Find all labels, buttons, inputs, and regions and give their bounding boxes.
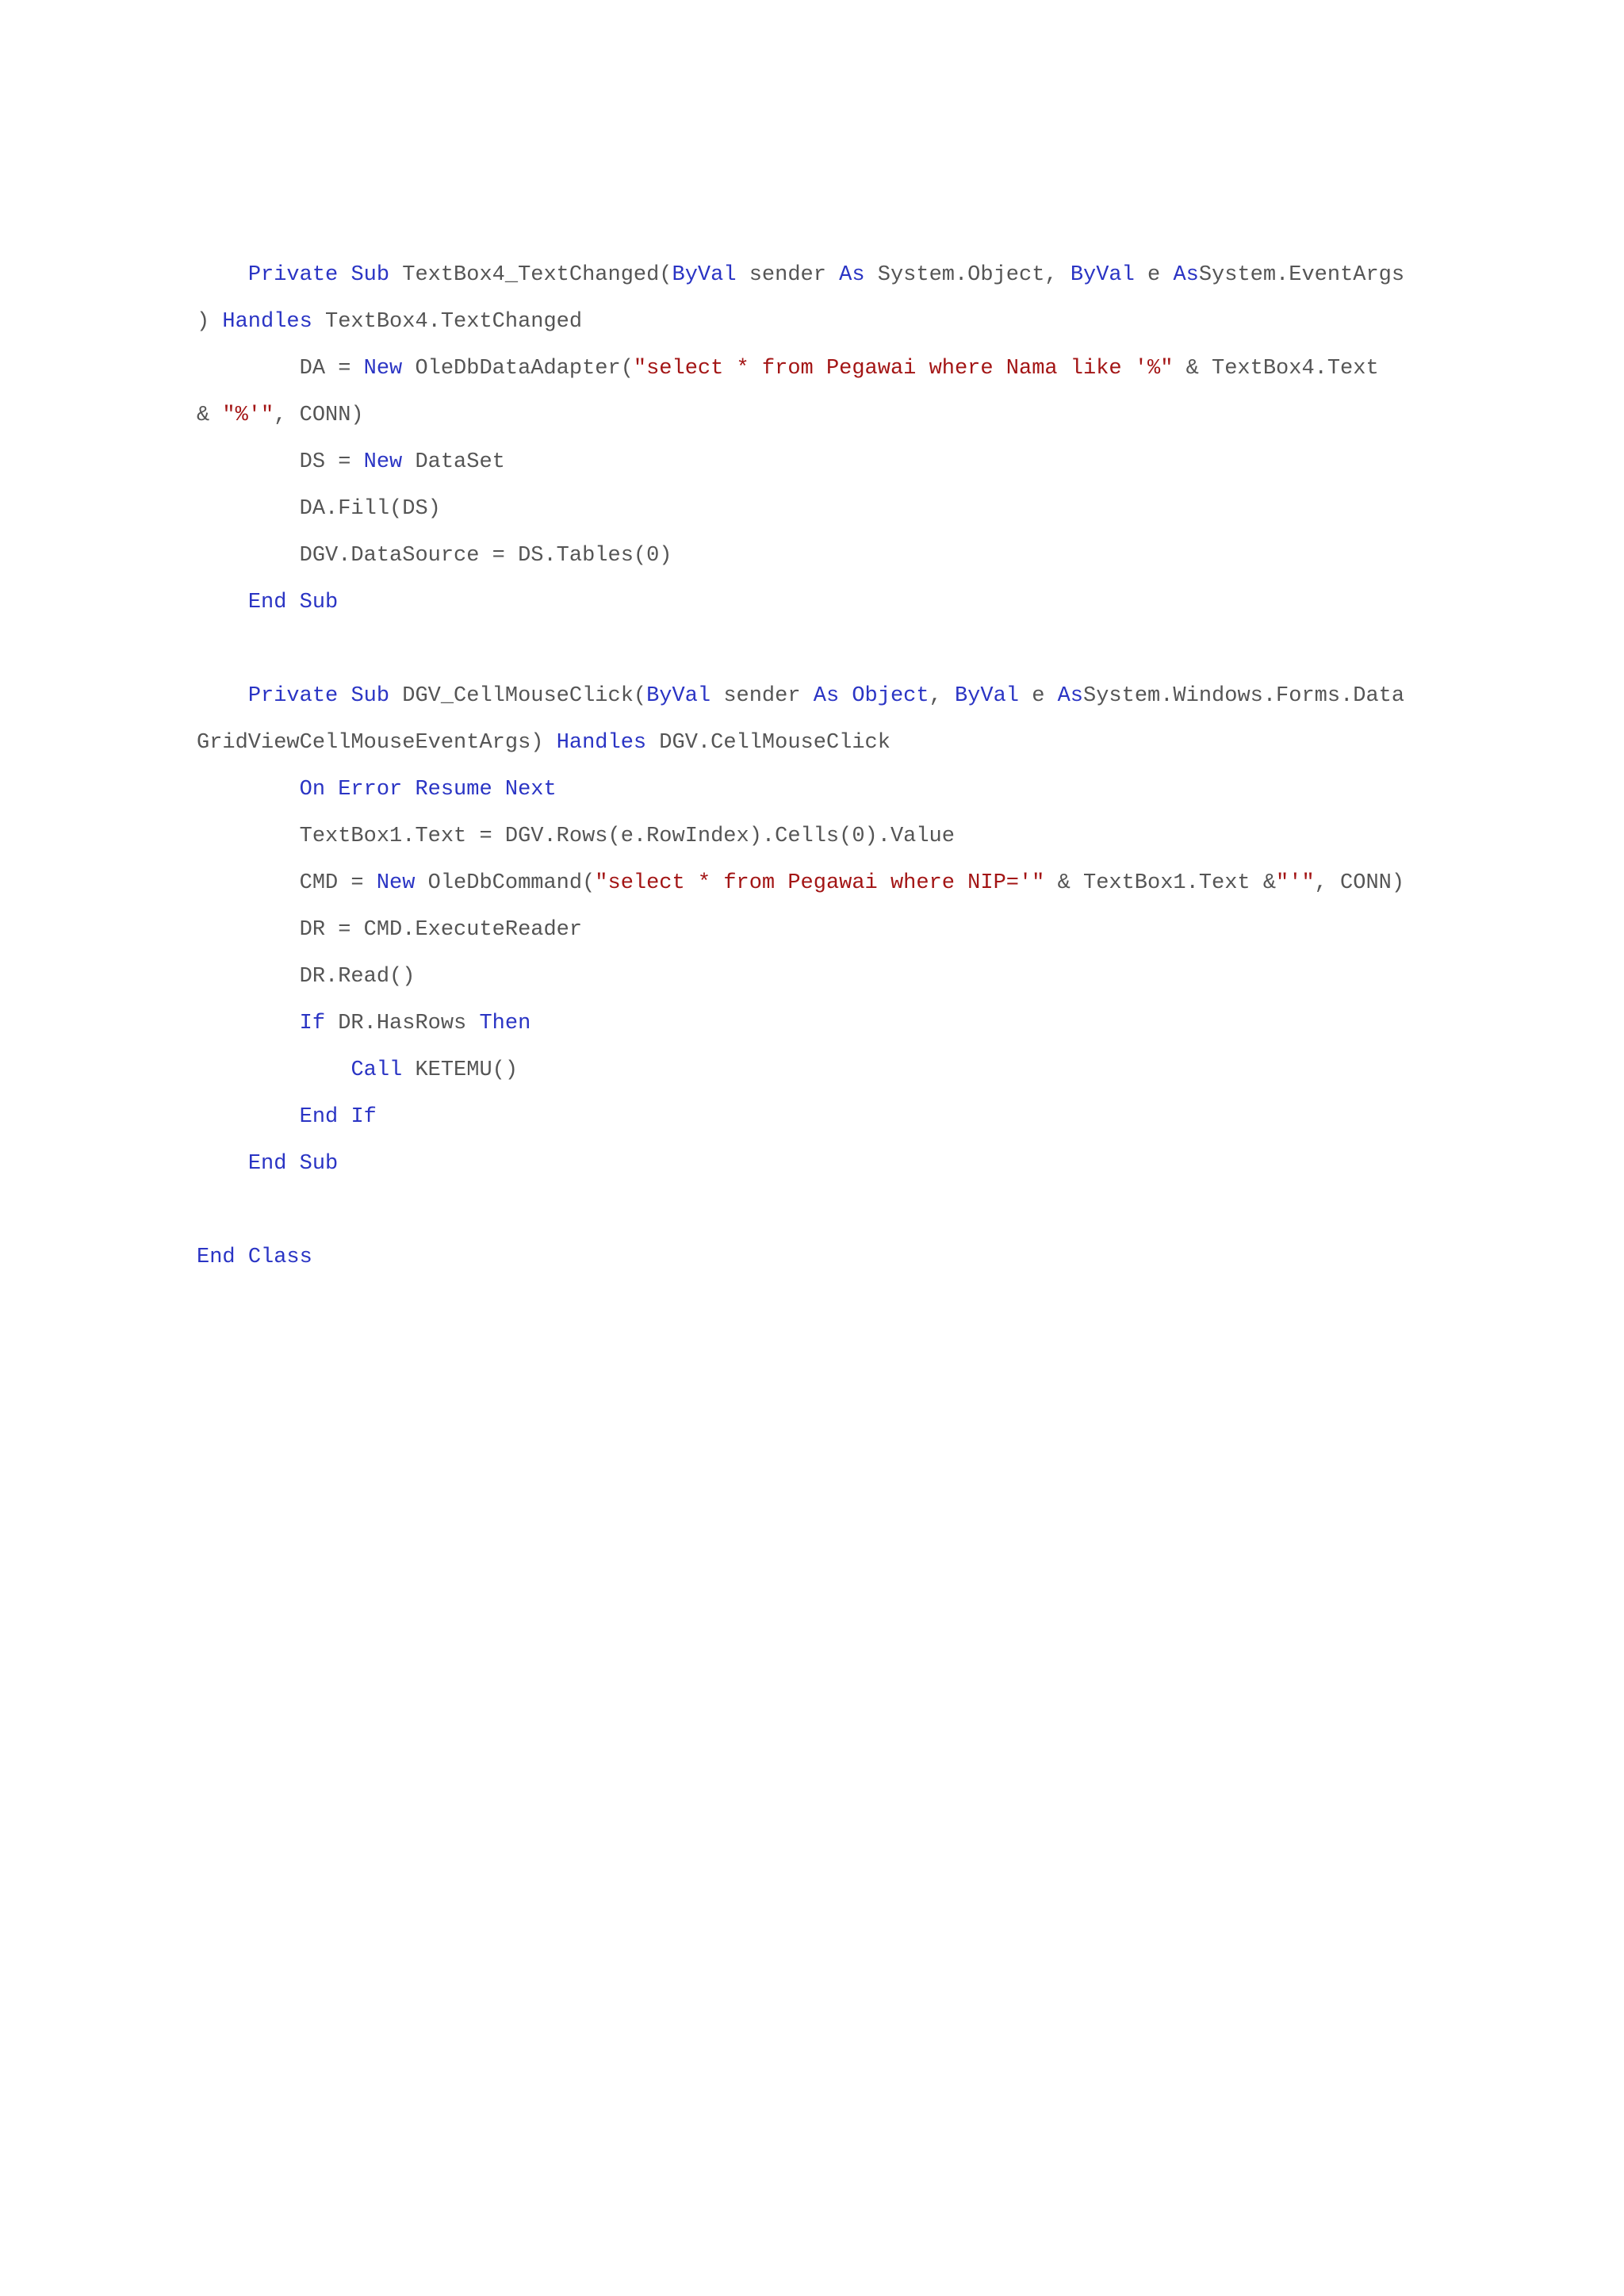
code-keyword: Sub bbox=[299, 591, 339, 614]
code-text: e bbox=[1019, 684, 1058, 708]
code-line bbox=[197, 252, 1434, 299]
code-text: & TextBox4.Text bbox=[1173, 357, 1379, 381]
code-text: GridViewCellMouseEventArgs) bbox=[197, 731, 557, 755]
code-keyword: ByVal bbox=[646, 684, 711, 708]
code-line bbox=[197, 1094, 1434, 1141]
code-keyword: ByVal bbox=[672, 263, 737, 287]
code-text: & bbox=[197, 404, 223, 427]
code-text bbox=[402, 778, 415, 802]
code-indent bbox=[197, 918, 300, 942]
code-indent bbox=[197, 684, 248, 708]
code-keyword: Sub bbox=[350, 263, 390, 287]
code-text: TextBox1.Text = DGV.Rows(e.RowIndex).Cells(0).Value bbox=[299, 825, 955, 848]
code-text bbox=[236, 1246, 248, 1269]
code-keyword: Handles bbox=[222, 310, 312, 334]
code-listing bbox=[197, 252, 1434, 1281]
code-keyword: Then bbox=[479, 1012, 531, 1035]
code-indent bbox=[197, 778, 300, 802]
code-text: KETEMU() bbox=[402, 1058, 519, 1082]
code-keyword: New bbox=[376, 871, 416, 895]
code-text: sender bbox=[710, 684, 814, 708]
code-text: DR.HasRows bbox=[325, 1012, 480, 1035]
code-line bbox=[197, 392, 1434, 439]
code-indent bbox=[197, 591, 248, 614]
code-text: , CONN) bbox=[274, 404, 364, 427]
code-text: CMD = bbox=[299, 871, 377, 895]
code-indent bbox=[197, 544, 300, 568]
code-keyword: If bbox=[299, 1012, 326, 1035]
code-indent bbox=[197, 871, 300, 895]
code-line bbox=[197, 346, 1434, 392]
code-indent bbox=[197, 1105, 300, 1129]
code-text: , bbox=[929, 684, 955, 708]
code-text: sender bbox=[736, 263, 840, 287]
code-keyword: ByVal bbox=[1070, 263, 1135, 287]
code-text: System.Windows.Forms.Data bbox=[1083, 684, 1405, 708]
code-line bbox=[197, 1234, 1434, 1281]
code-indent bbox=[197, 497, 300, 521]
code-line bbox=[197, 673, 1434, 720]
code-line bbox=[197, 533, 1434, 580]
code-text bbox=[286, 591, 299, 614]
code-indent bbox=[197, 965, 300, 989]
code-string: "select * from Pegawai where Nama like '%" bbox=[633, 357, 1174, 381]
code-line bbox=[197, 439, 1434, 486]
code-string: "select * from Pegawai where NIP='" bbox=[595, 871, 1045, 895]
code-line bbox=[197, 1141, 1434, 1188]
code-keyword: Private bbox=[247, 684, 339, 708]
code-keyword: End bbox=[197, 1246, 236, 1269]
code-keyword: New bbox=[363, 450, 403, 474]
code-text bbox=[492, 778, 505, 802]
code-text: , CONN) bbox=[1314, 871, 1405, 895]
code-text: & TextBox1.Text & bbox=[1044, 871, 1277, 895]
code-text: TextBox4_TextChanged( bbox=[389, 263, 672, 287]
code-text bbox=[338, 684, 350, 708]
code-text bbox=[338, 263, 350, 287]
code-keyword: Next bbox=[504, 778, 557, 802]
code-keyword: Call bbox=[350, 1058, 403, 1082]
code-keyword: Sub bbox=[350, 684, 390, 708]
code-text bbox=[338, 1105, 350, 1129]
code-keyword: New bbox=[363, 357, 403, 381]
code-keyword: As bbox=[1173, 263, 1199, 287]
code-keyword: Error bbox=[338, 778, 403, 802]
code-keyword: ByVal bbox=[954, 684, 1019, 708]
code-line bbox=[197, 626, 1434, 673]
code-keyword: End bbox=[247, 1152, 287, 1176]
code-text: System.EventArgs bbox=[1198, 263, 1405, 287]
code-line bbox=[197, 1001, 1434, 1047]
code-string: "'" bbox=[1276, 871, 1315, 895]
code-text bbox=[839, 684, 852, 708]
code-keyword: As bbox=[839, 263, 865, 287]
code-text: e bbox=[1134, 263, 1174, 287]
code-text: ) bbox=[197, 310, 223, 334]
code-line bbox=[197, 813, 1434, 860]
code-text: System.Object, bbox=[864, 263, 1071, 287]
code-keyword: As bbox=[1057, 684, 1084, 708]
code-text: DS = bbox=[299, 450, 364, 474]
code-keyword: End bbox=[299, 1105, 339, 1129]
code-line bbox=[197, 486, 1434, 533]
code-indent bbox=[197, 263, 248, 287]
code-indent bbox=[197, 1012, 300, 1035]
code-line bbox=[197, 907, 1434, 954]
code-keyword: If bbox=[350, 1105, 377, 1129]
code-indent bbox=[197, 825, 300, 848]
code-indent bbox=[197, 1152, 248, 1176]
code-keyword: Resume bbox=[415, 778, 492, 802]
code-indent bbox=[197, 450, 300, 474]
code-line bbox=[197, 860, 1434, 907]
code-keyword: As bbox=[813, 684, 840, 708]
code-indent bbox=[197, 357, 300, 381]
code-indent bbox=[197, 1058, 350, 1082]
code-keyword: Handles bbox=[556, 731, 647, 755]
code-keyword: Private bbox=[247, 263, 339, 287]
code-text: OleDbDataAdapter( bbox=[402, 357, 634, 381]
code-text: DA = bbox=[299, 357, 364, 381]
code-line bbox=[197, 954, 1434, 1001]
code-line bbox=[197, 580, 1434, 626]
code-line bbox=[197, 767, 1434, 813]
code-string: "%'" bbox=[222, 404, 274, 427]
code-keyword: Class bbox=[247, 1246, 312, 1269]
code-text bbox=[325, 778, 338, 802]
code-text: OleDbCommand( bbox=[415, 871, 596, 895]
code-text bbox=[286, 1152, 299, 1176]
code-keyword: On bbox=[299, 778, 326, 802]
code-text: DGV.DataSource = DS.Tables(0) bbox=[299, 544, 672, 568]
code-keyword: End bbox=[247, 591, 287, 614]
code-line bbox=[197, 1188, 1434, 1234]
code-line bbox=[197, 299, 1434, 346]
code-keyword: Sub bbox=[299, 1152, 339, 1176]
code-line bbox=[197, 1047, 1434, 1094]
code-text: DA.Fill(DS) bbox=[299, 497, 441, 521]
code-text: DR.Read() bbox=[299, 965, 416, 989]
code-text: DGV.CellMouseClick bbox=[646, 731, 891, 755]
code-text: DataSet bbox=[402, 450, 505, 474]
code-text: TextBox4.TextChanged bbox=[312, 310, 583, 334]
code-text: DGV_CellMouseClick( bbox=[389, 684, 647, 708]
code-line bbox=[197, 720, 1434, 767]
code-keyword: Object bbox=[852, 684, 929, 708]
code-text: DR = CMD.ExecuteReader bbox=[299, 918, 583, 942]
